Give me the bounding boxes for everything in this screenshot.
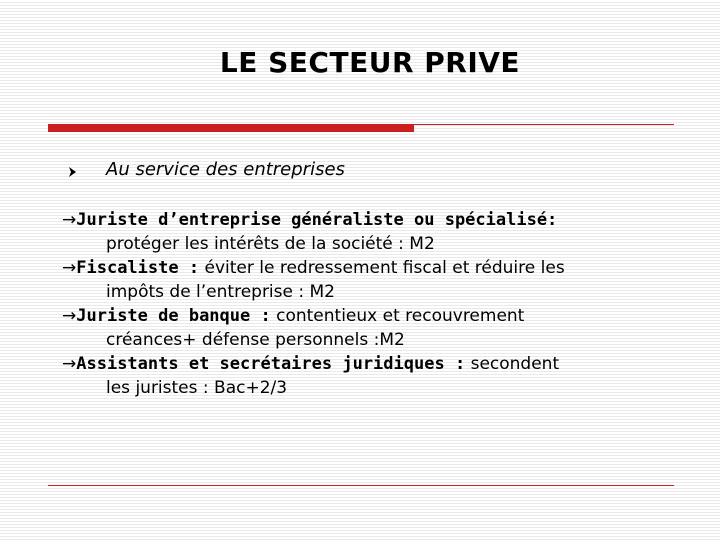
career-description: éviter le redressement fiscal et réduire les [199, 258, 565, 278]
career-entry-line [62, 352, 682, 376]
bullet-item [68, 158, 345, 186]
career-entry [62, 208, 682, 256]
career-entry [62, 352, 682, 400]
career-title: Fiscaliste : [76, 258, 200, 278]
career-title: Juriste d’entreprise généraliste ou spécialisé: [76, 210, 558, 230]
career-entry-line [62, 256, 682, 280]
career-entry-line [62, 208, 682, 232]
bullet-text: Au service des entreprises [106, 159, 345, 180]
career-entry-continuation: protéger les intérêts de la société : M2 [106, 234, 435, 254]
title-underline-accent [48, 124, 414, 132]
career-title: Assistants et secrétaires juridiques : [76, 354, 466, 374]
career-entry [62, 304, 682, 352]
arrow-icon: → [62, 354, 77, 374]
arrow-icon: → [62, 306, 77, 326]
arrow-icon: → [62, 210, 77, 230]
career-entry-continuation: créances+ défense personnels :M2 [106, 330, 405, 350]
career-description: contentieux et recouvrement [270, 306, 525, 326]
career-entry-continuation: impôts de l’entreprise : M2 [106, 282, 335, 302]
arrowhead-bullet-icon [68, 166, 78, 178]
career-entry [62, 256, 682, 304]
arrow-icon: → [62, 258, 77, 278]
title-underline-rule [414, 124, 674, 125]
footer-rule [48, 485, 674, 486]
career-title: Juriste de banque : [76, 306, 271, 326]
career-entry-continuation: les juristes : Bac+2/3 [106, 378, 288, 398]
career-entry-line [62, 304, 682, 328]
career-description: secondent [465, 354, 560, 374]
career-list [62, 208, 682, 400]
slide-title: LE SECTEUR PRIVE [219, 46, 521, 79]
